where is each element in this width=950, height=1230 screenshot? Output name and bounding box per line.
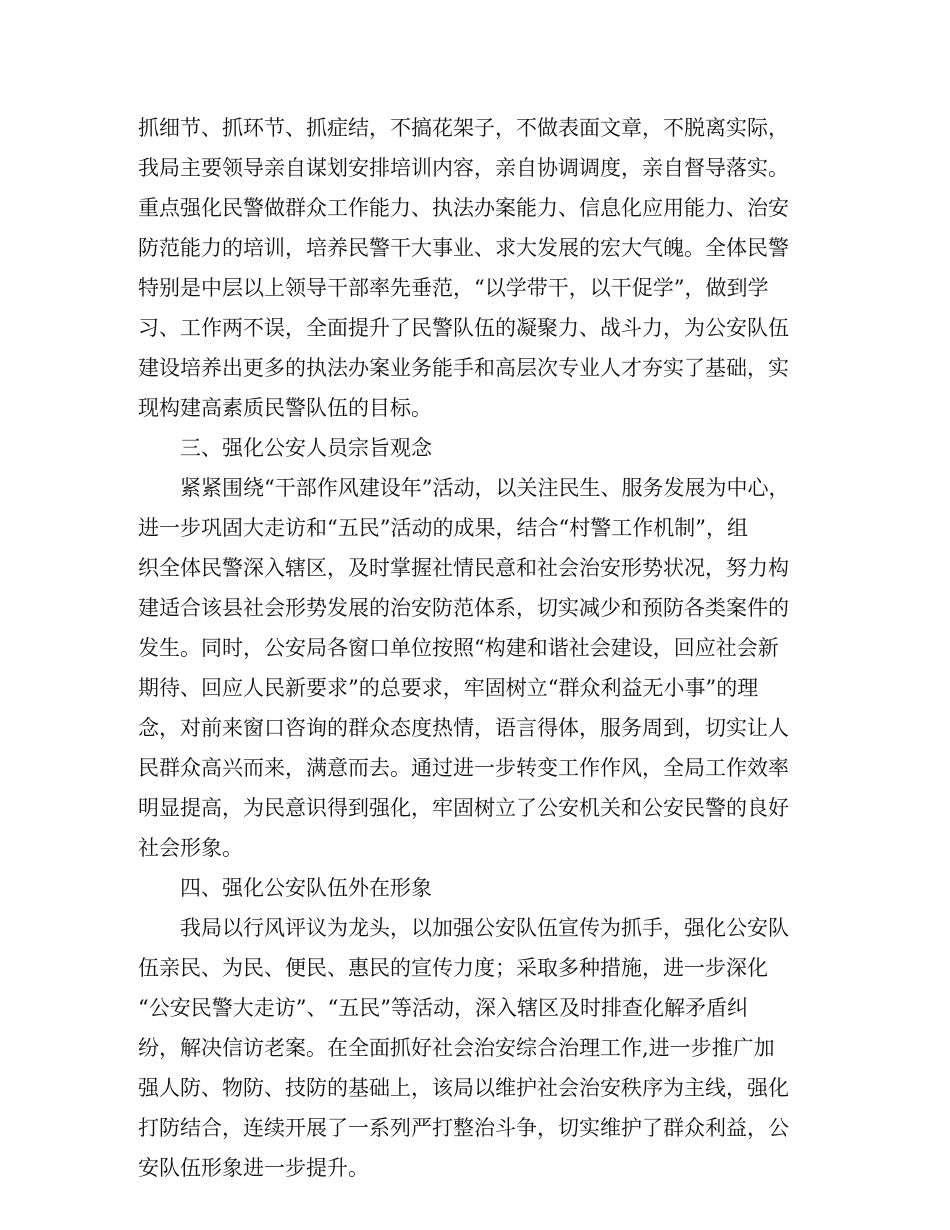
paragraph-line: 强人防、物防、技防的基础上，该局以维护社会治安秩序为主线，强化 <box>138 1076 789 1100</box>
paragraph-line: 社会形象。 <box>138 836 243 860</box>
paragraph-line: 重点强化民警做群众工作能力、执法办案能力、信息化应用能力、治安 <box>138 196 789 220</box>
paragraph-line: 明显提高，为民意识得到强化，牢固树立了公安机关和公安民警的良好 <box>138 796 789 820</box>
document-body <box>138 108 828 1188</box>
paragraph-line: 建设培养出更多的执法办案业务能手和高层次专业人才夯实了基础，实 <box>138 356 789 380</box>
paragraph-line: 进一步巩固大走访和“五民”活动的成果，结合“村警工作机制”，组 <box>138 516 748 540</box>
section-heading: 三、强化公安人员宗旨观念 <box>180 436 432 460</box>
paragraph-line: 纷，解决信访老案。在全面抓好社会治安综合治理工作,进一步推广加 <box>138 1036 775 1060</box>
paragraph-line: 安队伍形象进一步提升。 <box>138 1156 369 1180</box>
paragraph-line: 伍亲民、为民、便民、惠民的宣传力度；采取多种措施，进一步深化 <box>138 956 768 980</box>
paragraph-line: 民群众高兴而来，满意而去。通过进一步转变工作作风，全局工作效率 <box>138 756 789 780</box>
paragraph-line: “公安民警大走访”、“五民”等活动，深入辖区及时排查化解矛盾纠 <box>138 996 748 1020</box>
paragraph-line: 织全体民警深入辖区，及时掌握社情民意和社会治安形势状况，努力构 <box>138 556 789 580</box>
paragraph-line: 特别是中层以上领导干部率先垂范，“以学带干，以干促学”，做到学 <box>138 276 769 300</box>
paragraph-line: 习、工作两不误，全面提升了民警队伍的凝聚力、战斗力，为公安队伍 <box>138 316 789 340</box>
section-heading: 四、强化公安队伍外在形象 <box>180 876 432 900</box>
paragraph-line: 期待、回应人民新要求”的总要求，牢固树立“群众利益无小事”的理 <box>138 676 759 700</box>
paragraph-line: 发生。同时，公安局各窗口单位按照“构建和谐社会建设，回应社会新 <box>138 636 779 660</box>
paragraph-line: 我局以行风评议为龙头，以加强公安队伍宣传为抓手，强化公安队 <box>180 916 789 940</box>
paragraph-line: 防范能力的培训，培养民警干大事业、求大发展的宏大气魄。全体民警 <box>138 236 789 260</box>
paragraph-line: 念，对前来窗口咨询的群众态度热情，语言得体，服务周到，切实让人 <box>138 716 789 740</box>
paragraph-line: 我局主要领导亲自谋划安排培训内容，亲自协调调度，亲自督导落实。 <box>138 156 789 180</box>
paragraph-line: 建适合该县社会形势发展的治安防范体系，切实减少和预防各类案件的 <box>138 596 789 620</box>
paragraph-line: 打防结合，连续开展了一系列严打整治斗争，切实维护了群众利益，公 <box>138 1116 789 1140</box>
paragraph-line: 现构建高素质民警队伍的目标。 <box>138 396 432 420</box>
paragraph-line: 抓细节、抓环节、抓症结，不搞花架子，不做表面文章，不脱离实际， <box>138 116 789 140</box>
paragraph-line: 紧紧围绕“干部作风建设年”活动，以关注民生、服务发展为中心， <box>180 476 790 500</box>
